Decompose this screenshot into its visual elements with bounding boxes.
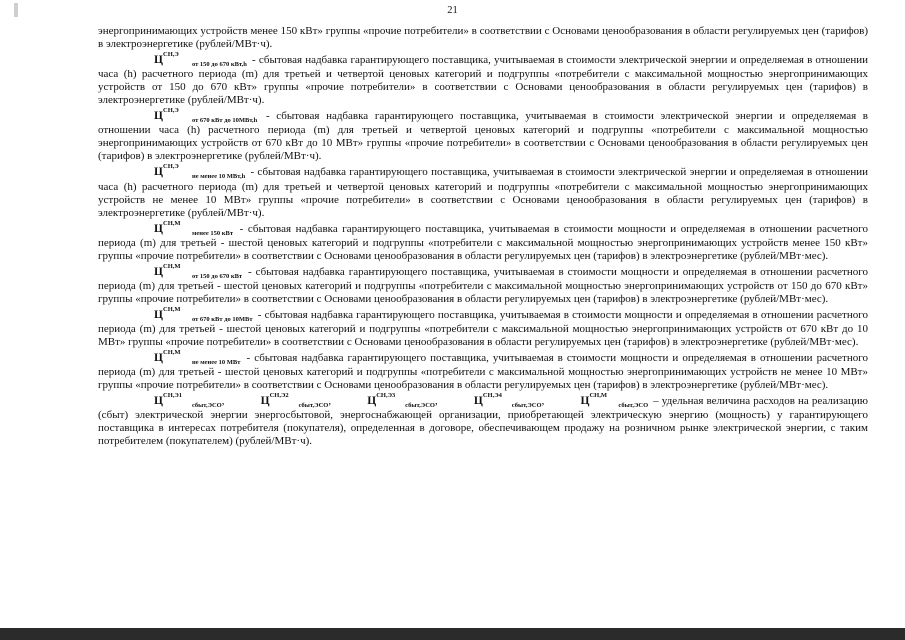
paragraph-text: - сбытовая надбавка гарантирующего поставщика, учитываемая в стоимости электрической энергии и определяемая в отношении часа (h) расчетного периода (m) для третьей и четвертой ценовых категорий и подгруппы «потребители с максимальной мощностью энергопринимающих устройств от 670 кВт до 10 МВт» группы «прочие потребители» в соответствии с Основами ценообразования в области регулируемых цен (тарифов) в электроэнергетике (рублей/МВт·ч). <box>98 110 868 163</box>
tariff-symbol: Ц СН,Э3 сбыт,ЭСО, <box>367 392 438 410</box>
paragraph-0 <box>98 25 868 51</box>
tariff-symbol: Ц СН,Э1 сбыт,ЭСО, <box>154 392 225 410</box>
paragraph-text: - сбытовая надбавка гарантирующего поставщика, учитываемая в стоимости мощности и определяемая в отношении расчетного периода (m) для третьей - шестой ценовых категорий и подгруппы «потребители с максимальной мощностью энергопринимающих устройств от 150 до 670 кВт» группы «прочие потребители» в соответствии с Основами ценообразования в области регулируемых цен (тарифов) в электроэнергетике (рублей/МВт·мес). <box>98 265 868 305</box>
paragraph-text: – удельная величина расходов на реализацию (сбыт) электрической энергии энергосбытовой, энергоснабжающей организации, приобретающей электрическую энергию (мощность) у гарантирующего поставщика в интересах потребителя (покупателя), определенная в договоре, обеспечивающем продажу на розничном рынке электрической энергии, с таким потребителем (покупателем) (рублей/МВт·ч). <box>98 395 869 448</box>
paragraph-text: - сбытовая надбавка гарантирующего поставщика, учитываемая в стоимости мощности и определяемая в отношении расчетного периода (m) для третьей - шестой ценовых категорий и подгруппы «потребители с максимальной мощностью энергопринимающих устройств не менее 10 МВт» группы «прочие потребители» в соответствии с Основами ценообразования в области регулируемых цен (тарифов) в электроэнергетике (рублей/МВт·мес). <box>98 352 868 392</box>
document-body <box>98 25 868 451</box>
tariff-symbol: Ц СН,Э от 670 кВт до 10МВт,h <box>154 107 258 125</box>
tariff-symbol: Ц СН,М не менее 10 МВт <box>154 349 241 367</box>
tariff-symbol: Ц СН,Э от 150 до 670 кВт,h <box>154 51 247 69</box>
tariff-symbol: Ц СН,М сбыт,ЭСО <box>580 392 649 410</box>
scan-bottom-edge <box>0 628 905 640</box>
paragraph-6 <box>98 305 868 349</box>
tariff-symbol: Ц СН,М от 670 кВт до 10МВт <box>154 305 253 323</box>
page-number: 21 <box>447 5 458 16</box>
paragraph-2 <box>98 107 868 163</box>
tariff-symbol: Ц СН,М менее 150 кВт <box>154 219 234 237</box>
tariff-symbol: Ц СН,Э4 сбыт,ЭСО, <box>473 392 545 410</box>
tariff-symbol: Ц СН,М от 150 до 670 кВт <box>154 262 243 280</box>
paragraph-5 <box>98 262 868 306</box>
paragraph-text: - сбытовая надбавка гарантирующего поставщика, учитываемая в стоимости мощности и определяемая в отношении расчетного периода (m) для третьей - шестой ценовых категорий и подгруппы «потребители с максимальной мощностью энергопринимающих устройств от 670 кВт до 10 МВт» группы «прочие потребители» в соответствии с Основами ценообразования в области регулируемых цен (тарифов) в электроэнергетике (рублей/МВт·мес). <box>98 308 868 349</box>
paragraph-1 <box>98 51 868 107</box>
paragraph-text: энергопринимающих устройств менее 150 кВт» группы «прочие потребители» в соответствии с Основами ценообразования в области регулируемых цен (тарифов) в электроэнергетике (рублей/МВт·ч). <box>98 25 868 51</box>
paragraph-text: - сбытовая надбавка гарантирующего поставщика, учитываемая в стоимости электрической энергии и определяемая в отношении часа (h) расчетного периода (m) для третьей и четвертой ценовых категорий и подгруппы «потребители с максимальной мощностью энергопринимающих устройств от 150 до 670 кВт» группы «прочие потребители» в соответствии с Основами ценообразования в области регулируемых цен (тарифов) в электроэнергетике (рублей/МВт·ч). <box>98 54 868 107</box>
paragraph-text: - сбытовая надбавка гарантирующего поставщика, учитываемая в стоимости электрической энергии и определяемая в отношении часа (h) расчетного периода (m) для третьей и четвертой ценовых категорий и подгруппы «потребители с максимальной мощностью энергопринимающих устройств не менее 10 МВт» группы «прочие потребители» в соответствии с Основами ценообразования в области регулируемых цен (тарифов) в электроэнергетике (рублей/МВт·ч). <box>98 166 868 219</box>
tariff-symbol: Ц СН,Э не менее 10 МВт,h <box>154 163 246 181</box>
paragraph-8 <box>98 392 869 448</box>
tariff-symbol: Ц СН,Э2 сбыт,ЭСО, <box>260 392 332 410</box>
paragraph-4 <box>98 219 868 263</box>
paragraph-text: - сбытовая надбавка гарантирующего поставщика, учитываемая в стоимости мощности и определяемая в отношении расчетного периода (m) для третьей - шестой ценовых категорий и подгруппы «потребители с максимальной мощностью энергопринимающих устройств менее 150 кВт» группы «прочие потребители» в соответствии с Основами ценообразования в области регулируемых цен (тарифов) в электроэнергетике (рублей/МВт·мес). <box>98 222 868 262</box>
paragraph-3 <box>98 163 868 219</box>
paragraph-7 <box>98 349 868 392</box>
